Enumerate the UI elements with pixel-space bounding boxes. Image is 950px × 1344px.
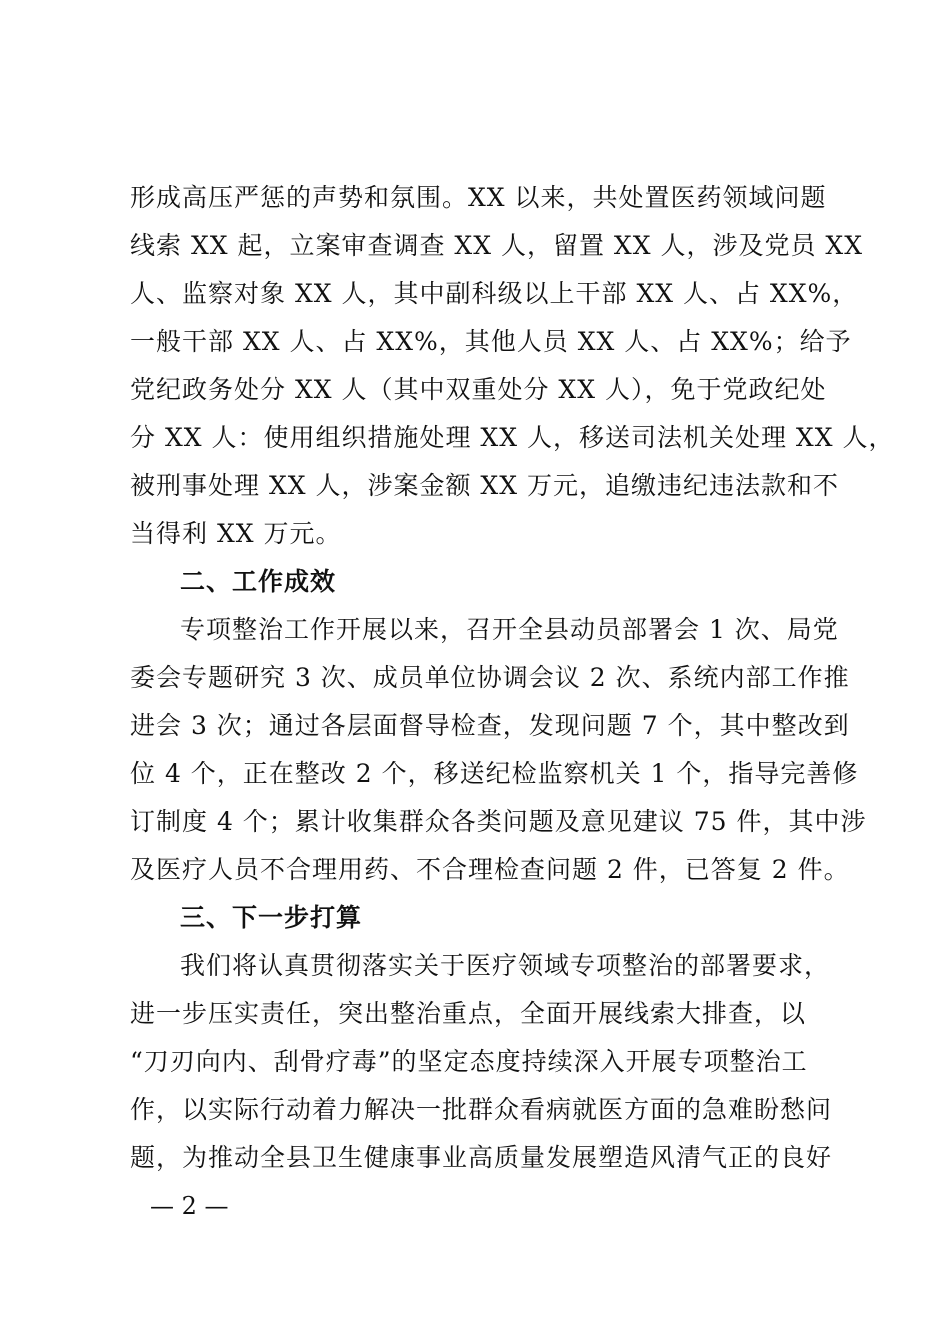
paragraph-next-steps xyxy=(130,942,833,1182)
text-line: 当得利 XX 万元。 xyxy=(130,519,342,548)
text-line: 作，以实际行动着力解决一批群众看病就医方面的急难盼愁问 xyxy=(130,1095,833,1124)
text-line: 被刑事处理 XX 人，涉案金额 XX 万元，追缴违纪违法款和不 xyxy=(130,471,839,500)
section-heading-results: 二、工作成效 xyxy=(180,567,337,596)
text-line: 位 4 个，正在整改 2 个，移送纪检监察机关 1 个，指导完善修 xyxy=(130,759,859,788)
page-number: — 2 — xyxy=(150,1192,229,1220)
paragraph-1 xyxy=(130,174,895,558)
text-line: 订制度 4 个；累计收集群众各类问题及意见建议 75 件，其中涉 xyxy=(130,807,867,836)
text-line: 党纪政务处分 XX 人（其中双重处分 XX 人），免于党政纪处 xyxy=(130,375,827,404)
text-line: 线索 XX 起，立案审查调查 XX 人，留置 XX 人，涉及党员 XX xyxy=(130,231,864,260)
text-line: 题，为推动全县卫生健康事业高质量发展塑造风清气正的良好 xyxy=(130,1143,833,1172)
text-line: “刀刃向内、刮骨疗毒”的坚定态度持续深入开展专项整治工 xyxy=(130,1047,808,1076)
text-line: 形成高压严惩的声势和氛围。XX 以来，共处置医药领域问题 xyxy=(130,183,827,212)
text-line: 委会专题研究 3 次、成员单位协调会议 2 次、系统内部工作推 xyxy=(130,663,850,692)
text-line: 人、监察对象 XX 人，其中副科级以上干部 XX 人、占 XX%， xyxy=(130,279,859,308)
text-line: 及医疗人员不合理用药、不合理检查问题 2 件，已答复 2 件。 xyxy=(130,855,850,884)
text-line: 分 XX 人：使用组织措施处理 XX 人，移送司法机关处理 XX 人， xyxy=(130,423,895,452)
text-line: 一般干部 XX 人、占 XX%，其他人员 XX 人、占 XX%；给予 xyxy=(130,327,852,356)
text-line: 专项整治工作开展以来，召开全县动员部署会 1 次、局党 xyxy=(180,615,839,644)
text-line: 我们将认真贯彻落实关于医疗领域专项整治的部署要求， xyxy=(180,951,831,980)
text-line: 进一步压实责任，突出整治重点，全面开展线索大排查，以 xyxy=(130,999,807,1028)
paragraph-results xyxy=(130,606,867,894)
text-line: 进会 3 次；通过各层面督导检查，发现问题 7 个，其中整改到 xyxy=(130,711,850,740)
document-body xyxy=(130,174,895,1182)
section-heading-next-steps: 三、下一步打算 xyxy=(180,903,363,932)
